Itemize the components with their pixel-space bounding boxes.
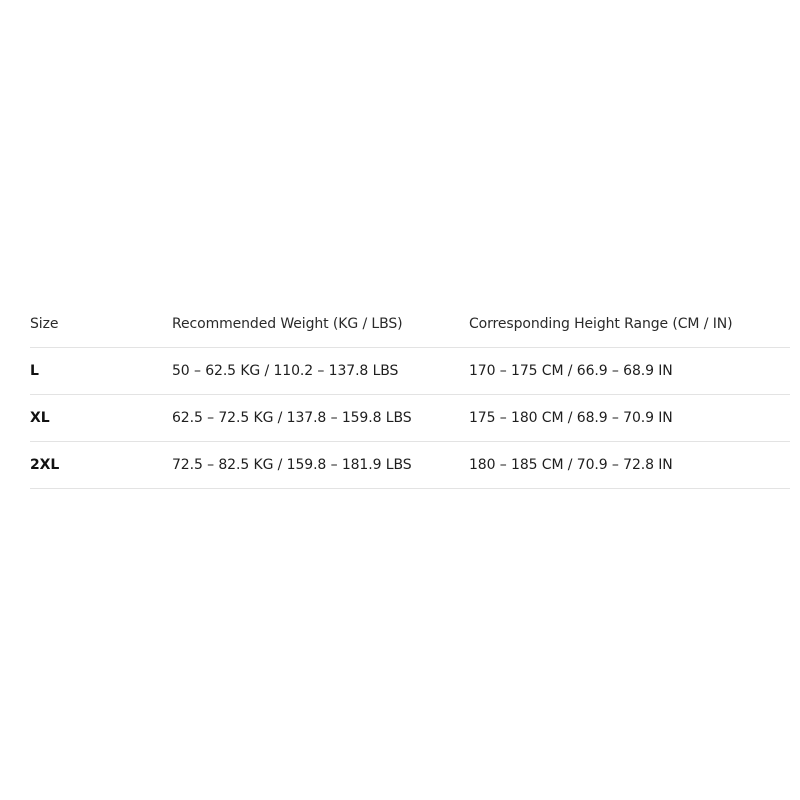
size-cell: L [30, 363, 39, 379]
size-cell: XL [30, 410, 50, 426]
table-row [30, 395, 790, 442]
table-header-row [30, 300, 790, 348]
height-cell: 175 – 180 CM / 68.9 – 70.9 IN [469, 410, 673, 426]
weight-cell: 50 – 62.5 KG / 110.2 – 137.8 LBS [172, 363, 399, 379]
size-cell: 2XL [30, 457, 60, 473]
size-chart-table [30, 300, 790, 489]
weight-cell: 62.5 – 72.5 KG / 137.8 – 159.8 LBS [172, 410, 412, 426]
height-cell: 170 – 175 CM / 66.9 – 68.9 IN [469, 363, 673, 379]
header-height: Corresponding Height Range (CM / IN) [469, 315, 733, 332]
weight-cell: 72.5 – 82.5 KG / 159.8 – 181.9 LBS [172, 457, 412, 473]
header-weight: Recommended Weight (KG / LBS) [172, 315, 403, 332]
header-size: Size [30, 315, 59, 332]
table-row [30, 348, 790, 395]
height-cell: 180 – 185 CM / 70.9 – 72.8 IN [469, 457, 673, 473]
table-row [30, 442, 790, 489]
